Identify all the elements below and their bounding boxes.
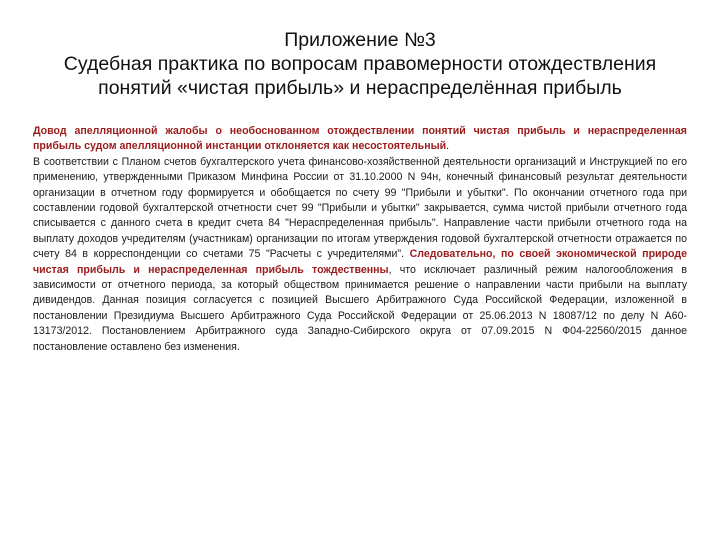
- paragraph-2: [33, 155, 687, 355]
- body-text: [33, 124, 687, 355]
- paragraph-1-end: .: [446, 140, 450, 153]
- highlight-argument-rejected: Довод апелляционной жалобы о необоснованном отождествлении понятий чистая прибыль и нераспределенная прибыль судом апелляционной инстанции отклоняется как несостоятельный: [33, 125, 687, 153]
- title-line-2: Судебная практика по вопросам правомерности отождествления: [63, 53, 657, 75]
- highlight-profits-identical: Следовательно, по своей экономической природе чистая прибыль и нераспределенная прибыль тождественны: [33, 248, 687, 276]
- title-appendix-number: Приложение №3: [284, 29, 436, 51]
- paragraph-1: [33, 124, 687, 155]
- slide-title: [30, 28, 690, 100]
- title-line-3: понятий «чистая прибыль» и нераспределённая прибыль: [98, 77, 622, 99]
- paragraph-2-end: , что исключает различный режим налогообложения в зависимости от отчетного периода, за который обществом принимается решение о направлении части прибыли на выплату дивидендов. Данная позиция согласуется с позицией Высшего Арбитражного Суда Российской Федерации, изложенной в постановлении Президиума Высшего Арбитражного Суда Российской Федерации от 25.06.2013 N 18087/12 по делу N А60-13173/2012. Постановлением Арбитражного суда Западно-Сибирского округа от 07.09.2015 N Ф04-22560/2015 данное постановление оставлено без изменения.: [33, 263, 687, 353]
- paragraph-2-text: В соответствии с Планом счетов бухгалтерского учета финансово-хозяйственной деятельности организаций и Инструкцией по его применению, утвержденными Приказом Минфина России от 31.10.2000 N 94н, конечный финансовый результат деятельности организации в отчетном году формируется и обобщается по счету 99 "Прибыли и убытки". По окончании отчетного года при составлении годовой бухгалтерской отчетности счет 99 "Прибыли и убытки" закрывается, сумма чистой прибыли отчетного года списывается с данного счета в кредит счета 84 "Нераспределенная прибыль". Направление части прибыли отчетного года на выплату доходов учредителям (участникам) организации по итогам утверждения годовой бухгалтерской отчетности отражается по счету 84 в корреспонденции со счетами 75 "Расчеты с учредителями".: [33, 155, 687, 261]
